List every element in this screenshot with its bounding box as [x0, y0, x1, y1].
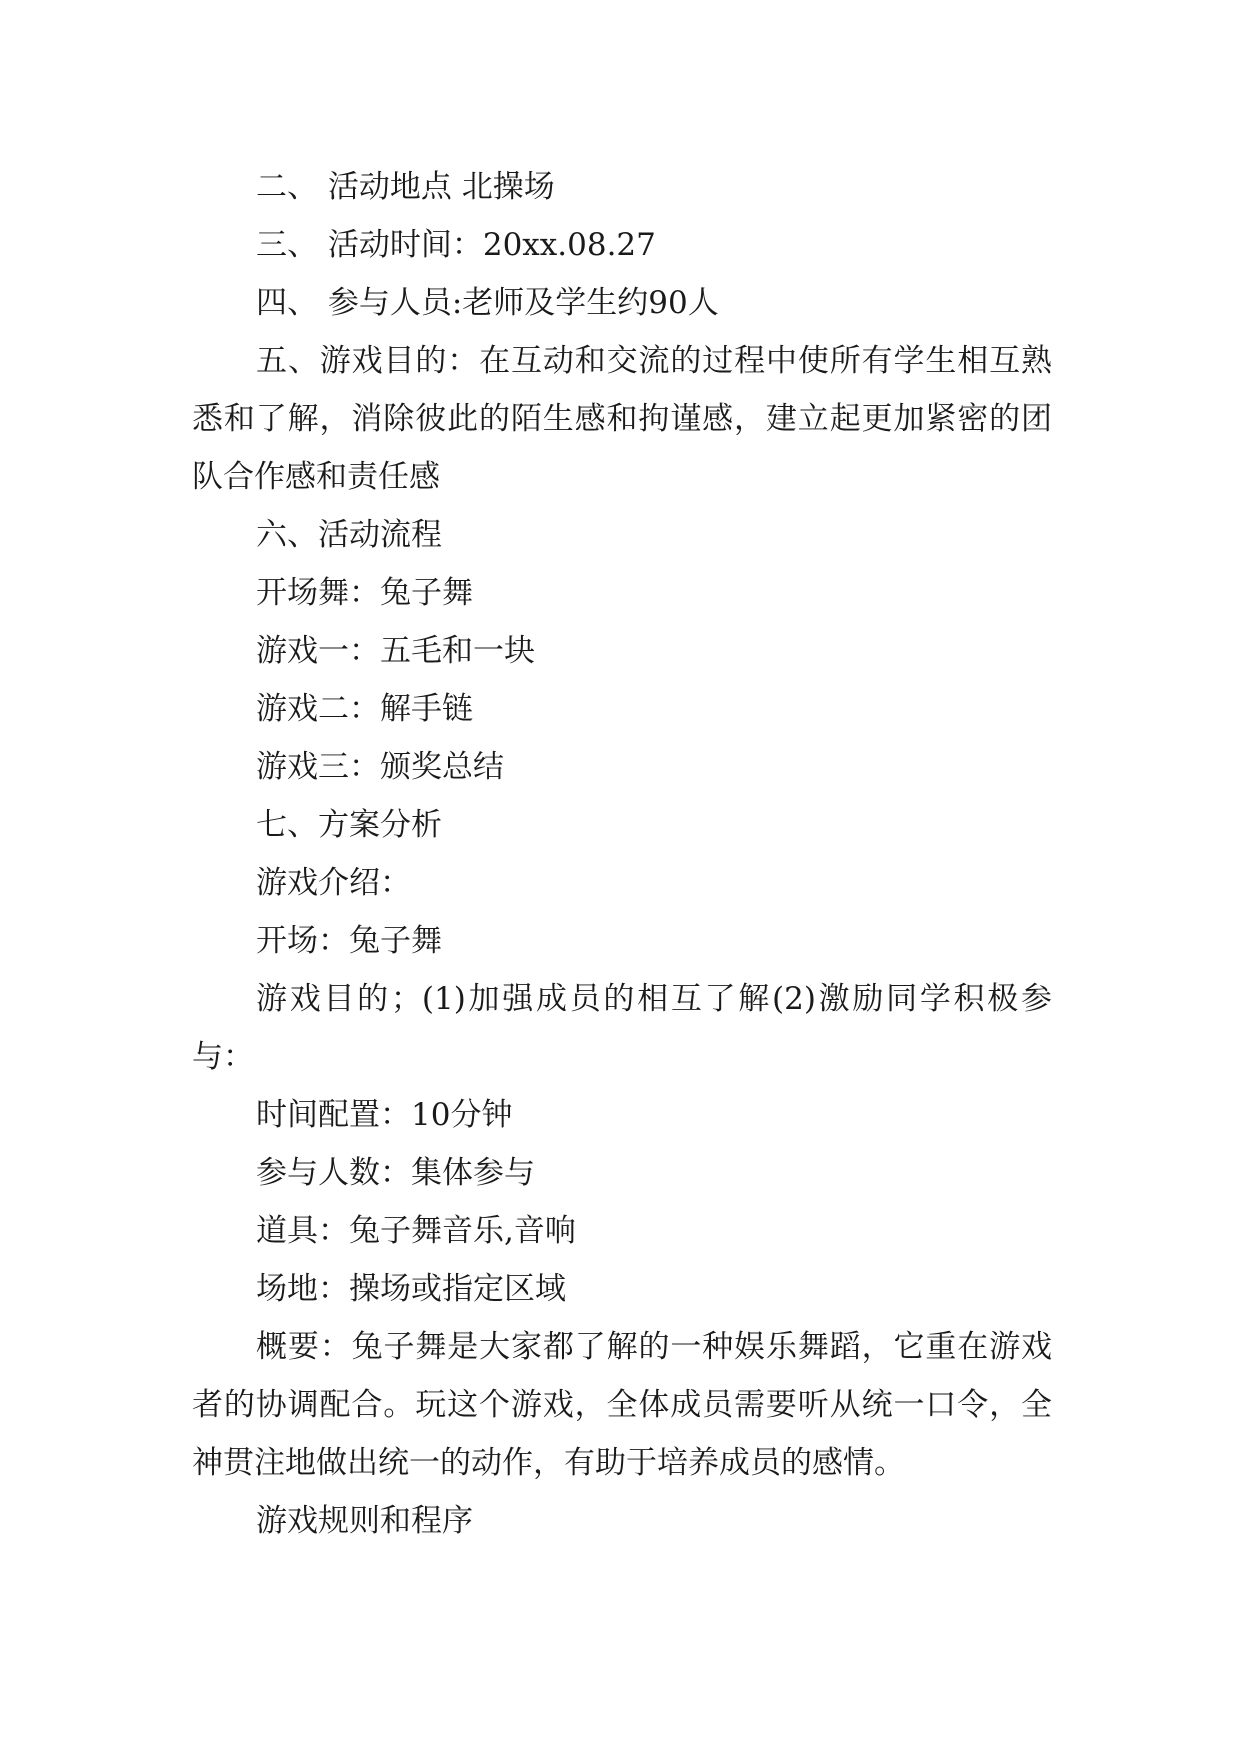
document-body	[192, 158, 1052, 1550]
paragraph-rules-heading: 游戏规则和程序	[256, 1503, 473, 1539]
paragraph-purpose: 五、游戏目的：在互动和交流的过程中使所有学生相互熟悉和了解，消除彼此的陌生感和拘谨感，建立起更加紧密的团队合作感和责任感	[192, 343, 1052, 495]
paragraph-game-two: 游戏二：解手链	[256, 691, 473, 727]
paragraph-venue: 场地：操场或指定区域	[256, 1271, 566, 1307]
paragraph-game-one: 游戏一：五毛和一块	[256, 633, 535, 669]
paragraph-location: 二、 活动地点 北操场	[256, 169, 555, 205]
paragraph-opening: 开场：兔子舞	[256, 923, 442, 959]
paragraph-participants: 四、 参与人员:老师及学生约90人	[256, 285, 719, 321]
paragraph-summary: 概要：兔子舞是大家都了解的一种娱乐舞蹈，它重在游戏者的协调配合。玩这个游戏，全体成员需要听从统一口令，全神贯注地做出统一的动作，有助于培养成员的感情。	[192, 1329, 1052, 1481]
paragraph-time: 三、 活动时间：20xx.08.27	[256, 227, 656, 263]
paragraph-opening-dance: 开场舞：兔子舞	[256, 575, 473, 611]
paragraph-props: 道具：兔子舞音乐,音响	[256, 1213, 576, 1249]
paragraph-game-three: 游戏三：颁奖总结	[256, 749, 504, 785]
paragraph-participant-count: 参与人数：集体参与	[256, 1155, 535, 1191]
paragraph-game-purpose: 游戏目的；(1)加强成员的相互了解(2)激励同学积极参与：	[192, 981, 1052, 1075]
paragraph-analysis-heading: 七、方案分析	[256, 807, 442, 843]
paragraph-game-intro: 游戏介绍：	[256, 865, 411, 901]
paragraph-time-allocation: 时间配置：10分钟	[256, 1097, 513, 1133]
paragraph-process-heading: 六、活动流程	[256, 517, 442, 553]
